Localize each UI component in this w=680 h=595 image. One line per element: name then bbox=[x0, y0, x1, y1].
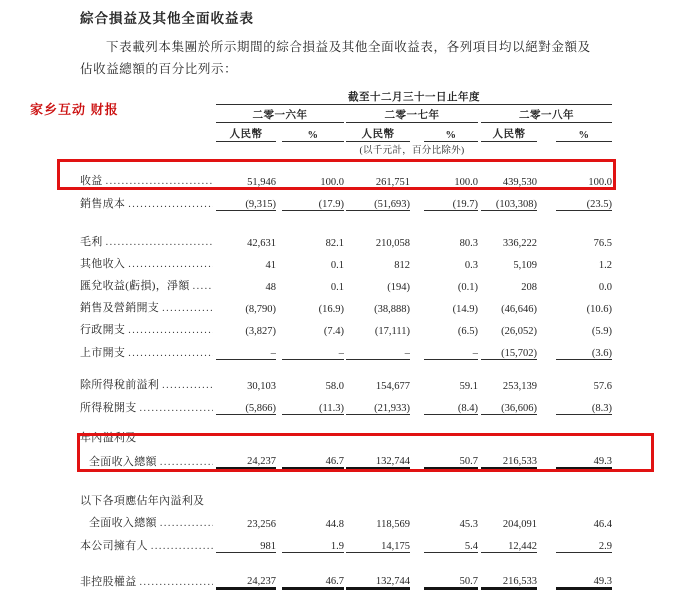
cell-value: 44.8 bbox=[325, 519, 344, 530]
row-label: 其他收入 bbox=[80, 258, 126, 270]
row-label-cell bbox=[80, 293, 216, 315]
year-2016: 二零一六年 bbox=[216, 105, 344, 123]
page-title: 綜合損益及其他全面收益表 bbox=[80, 11, 254, 26]
table-row bbox=[80, 392, 612, 415]
cell-value: 100.0 bbox=[320, 177, 344, 188]
cell-value: (23.5) bbox=[556, 188, 612, 211]
table-row bbox=[80, 166, 612, 188]
cell-value: 46.7 bbox=[282, 565, 344, 589]
cell-value: (14.9) bbox=[452, 304, 478, 315]
year-2017: 二零一七年 bbox=[346, 105, 478, 123]
cell-value: (8.4) bbox=[424, 392, 478, 415]
cell-value: 210,058 bbox=[375, 238, 410, 249]
row-label-cell bbox=[80, 490, 216, 508]
row-label: 所得稅開支 bbox=[80, 401, 137, 414]
cell-value: 132,744 bbox=[346, 445, 410, 469]
cell-value: 1.9 bbox=[282, 530, 344, 553]
dot-leader bbox=[128, 324, 213, 336]
col-pct-2018: % bbox=[556, 123, 612, 142]
col-pct-2016: % bbox=[282, 123, 344, 142]
table-row bbox=[80, 271, 612, 293]
cell-value: 253,139 bbox=[502, 381, 537, 392]
row-label: 以下各項應佔年內溢利及 bbox=[80, 495, 205, 507]
cell-value: 14,175 bbox=[346, 530, 410, 553]
table-row bbox=[80, 530, 612, 553]
table-row bbox=[80, 490, 612, 508]
cell-value: (10.6) bbox=[586, 304, 612, 315]
row-label-cell bbox=[80, 249, 216, 271]
dot-leader bbox=[140, 576, 214, 588]
dot-leader bbox=[128, 258, 213, 270]
cell-value: 0.1 bbox=[330, 260, 344, 271]
dot-leader bbox=[193, 280, 213, 292]
cell-value: 59.1 bbox=[459, 381, 478, 392]
cell-value: 2.9 bbox=[556, 530, 612, 553]
table-row bbox=[80, 227, 612, 249]
row-label: 全面收入總額 bbox=[89, 517, 157, 529]
row-label: 銷售成本 bbox=[80, 197, 126, 210]
row-label-cell bbox=[80, 271, 216, 293]
cell-value: (0.1) bbox=[457, 282, 478, 293]
cell-value: 46.7 bbox=[282, 445, 344, 469]
cell-value: 51,946 bbox=[247, 177, 276, 188]
cell-value: 58.0 bbox=[325, 381, 344, 392]
cell-value: 24,237 bbox=[216, 445, 276, 469]
cell-value: – bbox=[424, 337, 478, 360]
cell-value: 216,533 bbox=[481, 565, 537, 589]
cell-value: (19.7) bbox=[424, 188, 478, 211]
cell-value: (11.3) bbox=[282, 392, 344, 415]
row-label-cell bbox=[80, 392, 216, 415]
cell-value: 132,744 bbox=[346, 565, 410, 589]
table-row bbox=[80, 315, 612, 337]
cell-value: (15,702) bbox=[481, 337, 537, 360]
row-label-cell bbox=[80, 427, 216, 445]
row-label: 銷售及營銷開支 bbox=[80, 302, 160, 314]
cell-value: (8,790) bbox=[245, 304, 276, 315]
cell-value: 80.3 bbox=[459, 238, 478, 249]
cell-value: 12,442 bbox=[481, 530, 537, 553]
row-label-cell bbox=[80, 337, 216, 360]
cell-value: 336,222 bbox=[502, 238, 537, 249]
row-label-cell bbox=[80, 370, 216, 392]
cell-value: 45.3 bbox=[459, 519, 478, 530]
cell-value: 5,109 bbox=[513, 260, 537, 271]
dot-leader bbox=[128, 198, 213, 210]
cell-value: 439,530 bbox=[502, 177, 537, 188]
subheader-row bbox=[80, 123, 612, 142]
spacer-row bbox=[80, 415, 612, 428]
spacer-row bbox=[80, 156, 612, 166]
statement-table bbox=[80, 86, 612, 590]
table-row bbox=[80, 337, 612, 360]
unit-note-row bbox=[80, 142, 612, 157]
row-label: 非控股權益 bbox=[80, 575, 137, 588]
cell-value: (3,827) bbox=[245, 326, 276, 337]
cell-value: 0.1 bbox=[330, 282, 344, 293]
cell-value: (17,111) bbox=[374, 326, 410, 337]
cell-value: (21,933) bbox=[346, 392, 410, 415]
intro-line-1: 下表載列本集團於所示期間的綜合損益及其他全面收益表，各列項目均以絕對金額及 bbox=[106, 40, 591, 54]
cell-value: – bbox=[216, 337, 276, 360]
cell-value: 24,237 bbox=[216, 565, 276, 589]
cell-value: 208 bbox=[521, 282, 537, 293]
cell-value: 118,569 bbox=[376, 519, 410, 530]
cell-value: 5.4 bbox=[424, 530, 478, 553]
cell-value: 812 bbox=[394, 260, 410, 271]
dot-leader bbox=[128, 347, 213, 359]
red-annotation-text: 家乡互动 财报 bbox=[30, 102, 119, 117]
period-header-row bbox=[80, 86, 612, 105]
cell-value: 981 bbox=[216, 530, 276, 553]
spacer-row bbox=[80, 360, 612, 371]
dot-leader bbox=[106, 175, 213, 187]
row-label-cell bbox=[80, 445, 216, 469]
unit-note: (以千元計，百分比除外) bbox=[359, 146, 465, 156]
table-row bbox=[80, 508, 612, 530]
cell-value: 49.3 bbox=[556, 565, 612, 589]
dot-leader bbox=[106, 236, 213, 248]
row-label: 收益 bbox=[80, 175, 103, 187]
cell-value: 216,533 bbox=[481, 445, 537, 469]
cell-value: (5,866) bbox=[216, 392, 276, 415]
row-label: 全面收入總額 bbox=[89, 455, 157, 468]
dot-leader bbox=[162, 379, 213, 391]
cell-value: 41 bbox=[265, 260, 276, 271]
cell-value: 204,091 bbox=[502, 519, 537, 530]
cell-value: (17.9) bbox=[282, 188, 344, 211]
intro-paragraph bbox=[80, 36, 605, 80]
row-label-cell bbox=[80, 530, 216, 553]
cell-value: (6.5) bbox=[457, 326, 478, 337]
cell-value: 82.1 bbox=[325, 238, 344, 249]
row-label-cell bbox=[80, 166, 216, 188]
period-header: 截至十二月三十一日止年度 bbox=[216, 86, 612, 105]
cell-value: 30,103 bbox=[247, 381, 276, 392]
cell-value: (51,693) bbox=[346, 188, 410, 211]
cell-value: (7.4) bbox=[323, 326, 344, 337]
cell-value: (3.6) bbox=[556, 337, 612, 360]
row-label: 毛利 bbox=[80, 236, 103, 248]
table-row bbox=[80, 427, 612, 445]
cell-value: 154,677 bbox=[375, 381, 410, 392]
cell-value: 100.0 bbox=[588, 177, 612, 188]
year-header-row bbox=[80, 105, 612, 123]
cell-value: (16.9) bbox=[318, 304, 344, 315]
cell-value: 100.0 bbox=[454, 177, 478, 188]
table-row bbox=[80, 293, 612, 315]
cell-value: 23,256 bbox=[247, 519, 276, 530]
cell-value: (103,308) bbox=[481, 188, 537, 211]
cell-value: (9,315) bbox=[216, 188, 276, 211]
row-label: 年內溢利及 bbox=[80, 432, 137, 444]
cell-value: 0.0 bbox=[598, 282, 612, 293]
spacer-row bbox=[80, 211, 612, 228]
cell-value: 1.2 bbox=[598, 260, 612, 271]
dot-leader bbox=[160, 517, 213, 529]
row-label-cell bbox=[80, 508, 216, 530]
col-pct-2017: % bbox=[424, 123, 478, 142]
dot-leader bbox=[162, 302, 213, 314]
row-label-cell bbox=[80, 227, 216, 249]
col-rmb-2016: 人民幣 bbox=[216, 123, 276, 142]
cell-value: 50.7 bbox=[424, 565, 478, 589]
cell-value: 49.3 bbox=[556, 445, 612, 469]
cell-value: (5.9) bbox=[591, 326, 612, 337]
dot-leader bbox=[151, 540, 213, 552]
row-label: 上市開支 bbox=[80, 346, 126, 359]
cell-value: 261,751 bbox=[375, 177, 410, 188]
year-2018: 二零一八年 bbox=[481, 105, 612, 123]
row-label: 除所得稅前溢利 bbox=[80, 379, 160, 391]
cell-value: 76.5 bbox=[593, 238, 612, 249]
col-rmb-2017: 人民幣 bbox=[346, 123, 410, 142]
spacer-row bbox=[80, 469, 612, 491]
cell-value: (46,646) bbox=[501, 304, 537, 315]
row-label: 匯兌收益(虧損)，淨額 bbox=[80, 280, 190, 292]
cell-value: (36,606) bbox=[481, 392, 537, 415]
spacer-row bbox=[80, 553, 612, 566]
cell-value: (8.3) bbox=[556, 392, 612, 415]
table-row bbox=[80, 565, 612, 589]
table-row bbox=[80, 370, 612, 392]
row-label-cell bbox=[80, 315, 216, 337]
row-label: 行政開支 bbox=[80, 324, 126, 336]
intro-line-2: 佔收益總額的百分比列示： bbox=[80, 62, 238, 76]
cell-value: 0.3 bbox=[464, 260, 478, 271]
row-label-cell bbox=[80, 188, 216, 211]
table-row bbox=[80, 249, 612, 271]
col-rmb-2018: 人民幣 bbox=[481, 123, 537, 142]
cell-value: 57.6 bbox=[593, 381, 612, 392]
cell-value: (194) bbox=[387, 282, 410, 293]
cell-value: – bbox=[346, 337, 410, 360]
cell-value: 42,631 bbox=[247, 238, 276, 249]
cell-value: – bbox=[282, 337, 344, 360]
cell-value: (26,052) bbox=[501, 326, 537, 337]
cell-value: 46.4 bbox=[593, 519, 612, 530]
cell-value: 50.7 bbox=[424, 445, 478, 469]
dot-leader bbox=[140, 402, 214, 414]
cell-value: 48 bbox=[265, 282, 276, 293]
row-label-cell bbox=[80, 565, 216, 589]
cell-value: (38,888) bbox=[374, 304, 410, 315]
table-row bbox=[80, 445, 612, 469]
row-label: 本公司擁有人 bbox=[80, 539, 148, 552]
dot-leader bbox=[160, 456, 213, 468]
table-row bbox=[80, 188, 612, 211]
